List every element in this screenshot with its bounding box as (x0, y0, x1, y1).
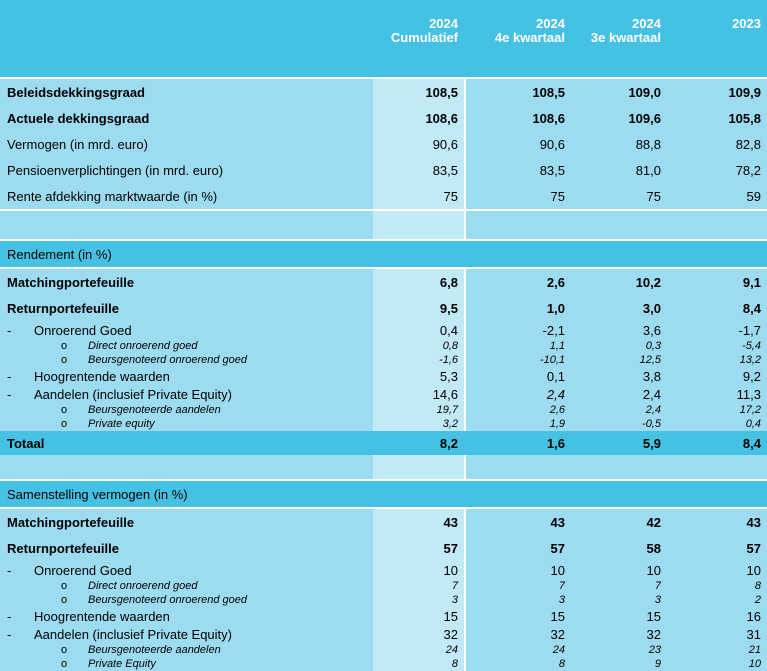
row-hoogrentende-waarden (0, 607, 767, 625)
cell-2024-q4: 0,1 (464, 367, 571, 385)
cell-2024-q4: 15 (464, 607, 571, 625)
header-2024-q3: 2024 3e kwartaal (571, 0, 667, 77)
row-label: Returnportefeuille (7, 300, 119, 316)
row-label: - Aandelen (inclusief Private Equity) (7, 386, 232, 402)
row-label: o Private Equity (61, 657, 156, 670)
spacer-row (0, 455, 767, 479)
row-label: - Onroerend Goed (7, 322, 132, 338)
cell-2024-q3: 10 (646, 562, 661, 578)
cell-2024-q3: 5,9 (571, 431, 667, 455)
cell-2024-cum: 43 (373, 507, 464, 535)
cell-2024-q3: 10,2 (571, 267, 667, 295)
row-label: o Beursgenoteerde aandelen (61, 643, 221, 656)
row-beursgenoteerde-aandelen (0, 643, 767, 657)
row-label: - Hoogrentende waarden (7, 368, 170, 384)
cell-2024-q3: 81,0 (635, 162, 661, 178)
cell-2024-q4: 2,4 (464, 385, 571, 403)
cell-2024-q3: 15 (646, 608, 661, 624)
cell-2024-q3: 109,6 (628, 110, 661, 126)
cell-2023: 8 (754, 579, 761, 592)
cell-2024-cum: 3,2 (373, 417, 464, 431)
section-samenstelling (0, 479, 767, 507)
cell-2024-cum: 0,4 (373, 321, 464, 339)
row-matchingportefeuille (0, 267, 767, 295)
cell-2024-cum: 14,6 (373, 385, 464, 403)
cell-2024-q4: 24 (464, 643, 571, 657)
cell-2024-cum: 9,5 (373, 295, 464, 321)
cell-2023: 13,2 (739, 353, 761, 366)
cell-2023: 59 (667, 183, 767, 211)
cell-2023: 57 (746, 540, 761, 556)
row-private-equity (0, 657, 767, 671)
cell-2023: 109,9 (667, 77, 767, 105)
cell-2024-q3: 0,3 (645, 339, 661, 352)
cell-2024-q3: 3,6 (642, 322, 661, 338)
cell-2024-q3: 3 (654, 593, 661, 606)
cell-2023: 16 (746, 608, 761, 624)
section-title: Rendement (in %) (0, 239, 767, 267)
row-beursgenoteerde-aandelen (0, 403, 767, 417)
cell-2024-cum: 5,3 (373, 367, 464, 385)
cell-2023: 11,3 (736, 386, 761, 402)
cell-2024-cum: 57 (373, 535, 464, 561)
cell-2024-cum: 108,5 (373, 77, 464, 105)
cell-2024-cum: 3 (373, 593, 464, 607)
cell-2024-q3: 88,8 (635, 136, 661, 152)
header-row (0, 0, 767, 77)
row-pensioenverplichtingen (0, 157, 767, 183)
cell-2023: 78,2 (735, 162, 761, 178)
cell-2024-cum: 24 (373, 643, 464, 657)
cell-2023: 9,1 (667, 267, 767, 295)
cell-2024-q4: 108,5 (464, 77, 571, 105)
cell-2023: 8,4 (667, 431, 767, 455)
row-label: o Beursgenoteerd onroerend goed (61, 353, 248, 366)
cell-2024-q4: 10 (464, 561, 571, 579)
row-label: - Onroerend Goed (7, 562, 132, 578)
cell-2024-q4: 1,0 (464, 295, 571, 321)
row-label: - Aandelen (inclusief Private Equity) (7, 626, 232, 642)
cell-2023: 2 (754, 593, 761, 606)
cell-2024-cum: 19,7 (373, 403, 464, 417)
row-label: Beleidsdekkingsgraad (0, 77, 373, 105)
cell-2024-q4: 3 (464, 593, 571, 607)
cell-2024-q3: 109,0 (571, 77, 667, 105)
row-matchingportefeuille (0, 507, 767, 535)
row-hoogrentende-waarden (0, 367, 767, 385)
row-label: Matchingportefeuille (0, 267, 373, 295)
cell-2024-q4: 1,6 (464, 431, 571, 455)
row-label: Pensioenverplichtingen (in mrd. euro) (7, 162, 224, 178)
row-direct-onroerend-goed (0, 579, 767, 593)
cell-2024-q3: 12,5 (639, 353, 661, 366)
cell-2024-q3: 3,8 (642, 368, 661, 384)
row-onroerend-goed (0, 561, 767, 579)
row-label: o Beursgenoteerd onroerend goed (61, 593, 248, 606)
cell-2024-q3: 32 (646, 626, 661, 642)
cell-2023: 21 (748, 643, 761, 656)
cell-2024-cum: 7 (373, 579, 464, 593)
row-label: Vermogen (in mrd. euro) (7, 136, 148, 152)
row-onroerend-goed (0, 321, 767, 339)
cell-2023: 8,4 (742, 300, 761, 316)
cell-2023: 43 (667, 507, 767, 535)
cell-2024-q3: 2,4 (642, 386, 661, 402)
cell-2023: 17,2 (739, 403, 761, 416)
cell-2024-cum: 6,8 (373, 267, 464, 295)
cell-2024-cum: 83,5 (373, 157, 464, 183)
row-beursgenoteerd-onroerend-goed (0, 353, 767, 367)
cell-2024-q4: 1,9 (464, 417, 571, 431)
cell-2024-q4: 43 (464, 507, 571, 535)
cell-2024-q4: -2,1 (464, 321, 571, 339)
row-aandelen (0, 385, 767, 403)
section-rendement (0, 239, 767, 267)
cell-2024-q4: -10,1 (464, 353, 571, 367)
cell-2024-cum: -1,6 (373, 353, 464, 367)
row-label: Returnportefeuille (7, 540, 119, 556)
row-actuele-dekkingsgraad (0, 105, 767, 131)
cell-2024-q3: 3,0 (642, 300, 661, 316)
header-empty (0, 0, 373, 77)
cell-2023: 9,2 (742, 368, 761, 384)
row-rente-afdekking (0, 183, 767, 211)
cell-2023: 0,4 (745, 417, 761, 430)
row-direct-onroerend-goed (0, 339, 767, 353)
row-label: o Direct onroerend goed (61, 579, 198, 592)
cell-2024-q3: 75 (571, 183, 667, 211)
header-2024-q4: 2024 4e kwartaal (464, 0, 571, 77)
cell-2023: 82,8 (735, 136, 761, 152)
cell-2024-q4: 83,5 (464, 157, 571, 183)
row-label: Rente afdekking marktwaarde (in %) (0, 183, 373, 211)
cell-2024-q4: 7 (464, 579, 571, 593)
header-2024-cumulatief: 2024 Cumulatief (373, 0, 464, 77)
row-private-equity (0, 417, 767, 431)
cell-2024-q4: 108,6 (464, 105, 571, 131)
cell-2024-q4: 32 (464, 625, 571, 643)
row-returnportefeuille (0, 295, 767, 321)
cell-2023: -5,4 (742, 339, 761, 352)
cell-2024-q3: -0,5 (642, 417, 661, 430)
cell-2024-q4: 2,6 (464, 403, 571, 417)
cell-2024-q4: 2,6 (464, 267, 571, 295)
cell-2024-q3: 2,4 (645, 403, 661, 416)
row-label: Matchingportefeuille (0, 507, 373, 535)
cell-2024-cum: 8 (373, 657, 464, 671)
cell-2024-cum: 75 (373, 183, 464, 211)
cell-2024-q4: 1,1 (464, 339, 571, 353)
cell-2024-q4: 57 (464, 535, 571, 561)
cell-2024-q4: 75 (464, 183, 571, 211)
row-vermogen (0, 131, 767, 157)
section-title: Samenstelling vermogen (in %) (0, 479, 767, 507)
cell-2024-cum: 0,8 (373, 339, 464, 353)
cell-2024-cum: 32 (373, 625, 464, 643)
cell-2023: 10 (748, 657, 761, 670)
cell-2024-q3: 23 (648, 643, 661, 656)
row-label: o Beursgenoteerde aandelen (61, 403, 221, 416)
cell-2024-q3: 58 (646, 540, 661, 556)
cell-2023: 10 (746, 562, 761, 578)
cell-2024-q3: 7 (654, 579, 661, 592)
row-totaal (0, 431, 767, 455)
row-returnportefeuille (0, 535, 767, 561)
cell-2024-cum: 90,6 (373, 131, 464, 157)
cell-2024-q3: 9 (654, 657, 661, 670)
row-beursgenoteerd-onroerend-goed (0, 593, 767, 607)
cell-2024-cum: 10 (373, 561, 464, 579)
header-2023: 2023 (667, 0, 767, 77)
row-label: o Private equity (61, 417, 155, 430)
row-label: - Hoogrentende waarden (7, 608, 170, 624)
cell-2024-q4: 90,6 (464, 131, 571, 157)
cell-2023: -1,7 (738, 322, 761, 338)
row-aandelen (0, 625, 767, 643)
cell-2023: 31 (746, 626, 761, 642)
row-label: o Direct onroerend goed (61, 339, 198, 352)
spacer-row (0, 211, 767, 239)
cell-2024-cum: 108,6 (373, 105, 464, 131)
row-beleidsdekkingsgraad (0, 77, 767, 105)
cell-2023: 105,8 (728, 110, 761, 126)
cell-2024-q4: 8 (464, 657, 571, 671)
row-label: Actuele dekkingsgraad (7, 110, 150, 126)
cell-2024-q3: 42 (571, 507, 667, 535)
cell-2024-cum: 8,2 (373, 431, 464, 455)
row-label: Totaal (0, 431, 373, 455)
cell-2024-cum: 15 (373, 607, 464, 625)
